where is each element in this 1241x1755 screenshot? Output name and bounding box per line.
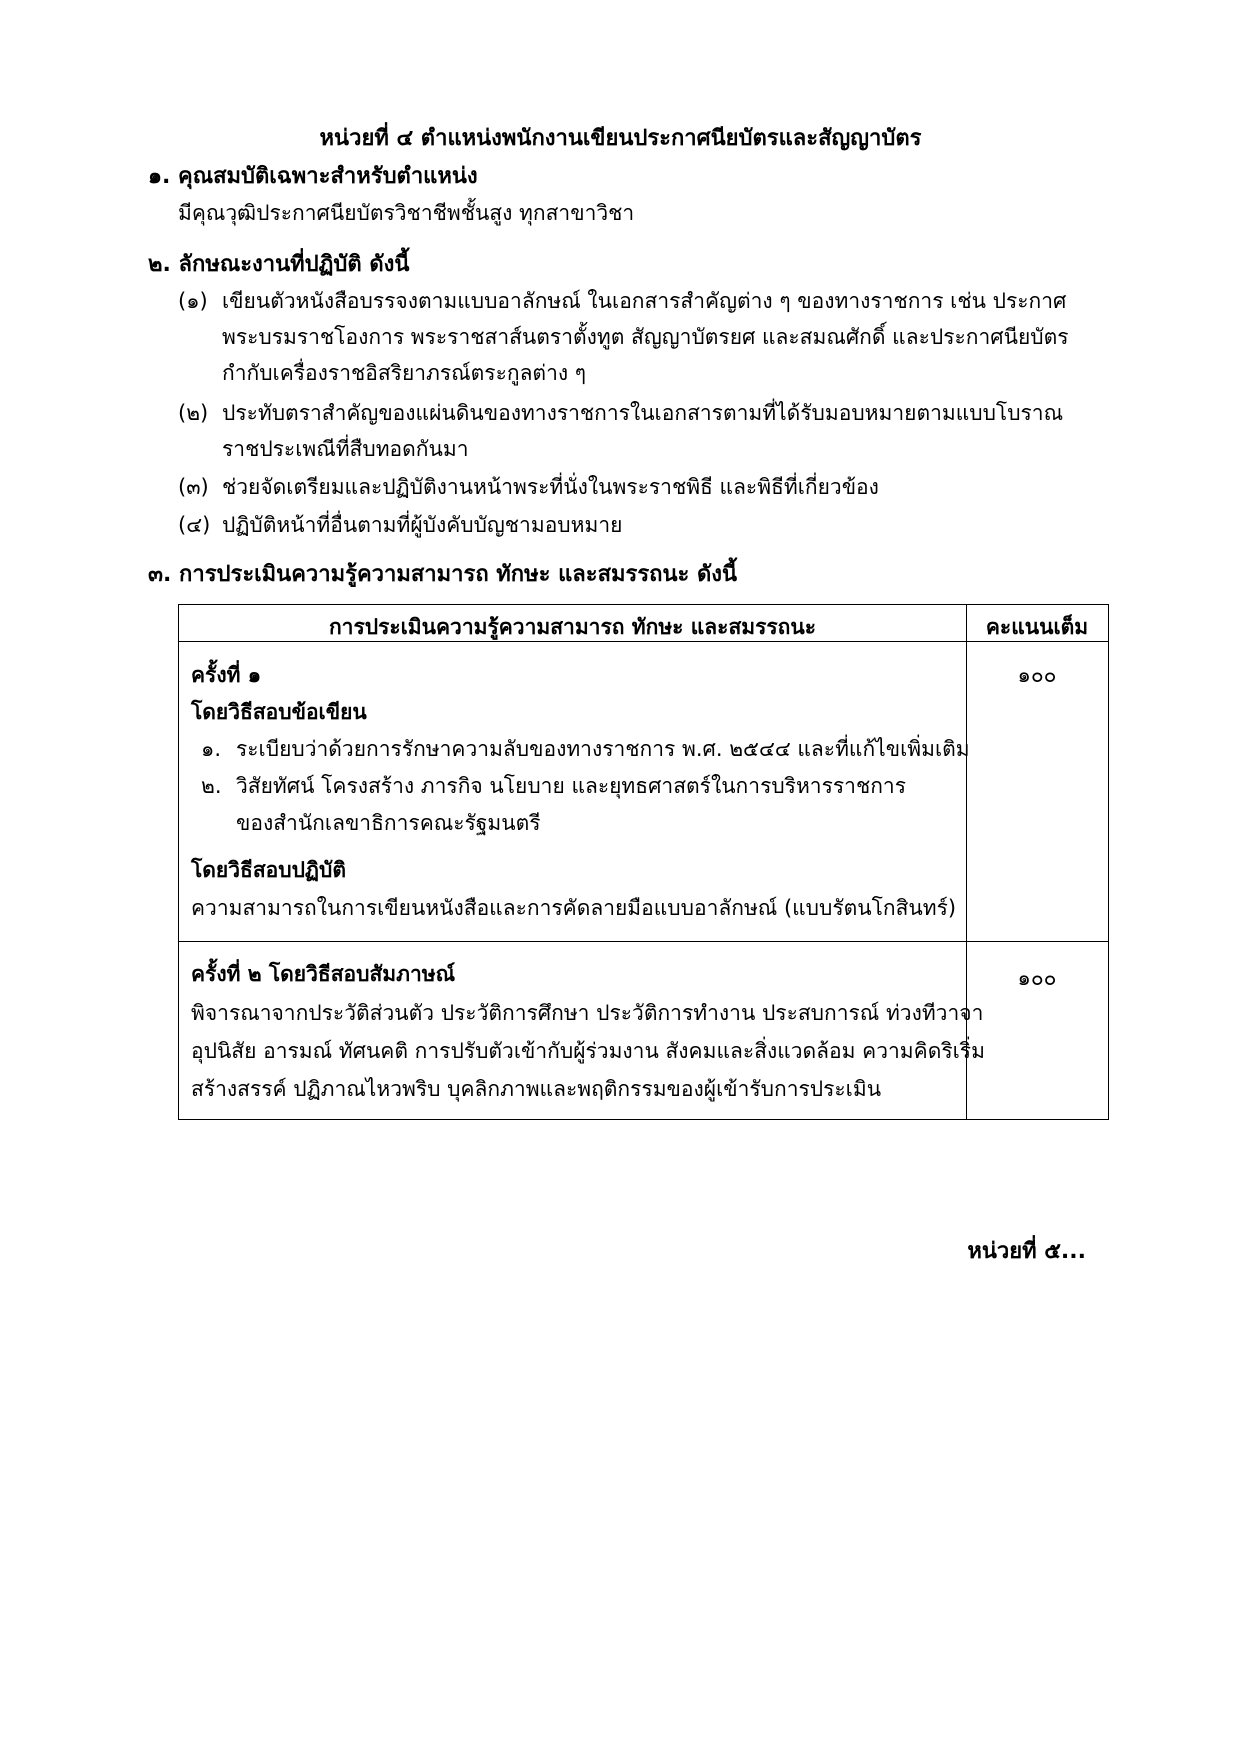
written-item-number: ๑. [201,737,222,761]
duty-item-line: เขียนตัวหนังสือบรรจงตามแบบอาลักษณ์ ในเอกสารสำคัญต่าง ๆ ของทางราชการ เช่น ประกาศ [222,289,1067,313]
written-item-line: ระเบียบว่าด้วยการรักษาความลับของทางราชการ พ.ศ. ๒๕๔๔ และที่แก้ไขเพิ่มเติม [236,737,970,761]
assessment-table [178,604,1109,1120]
table-row-divider [179,941,1108,942]
duty-item-number: (๒) [178,401,209,425]
written-item-line: วิสัยทัศน์ โครงสร้าง ภารกิจ นโยบาย และยุทธศาสตร์ในการบริหารราชการ [236,774,906,798]
next-unit-marker: หน่วยที่ ๕... [967,1239,1086,1264]
round-1-score: ๑๐๐ [1017,663,1057,687]
duty-item-number: (๓) [178,475,209,499]
duty-item-number: (๑) [178,289,208,313]
duty-item-line: ราชประเพณีที่สืบทอดกันมา [222,437,469,461]
round-2-score: ๑๐๐ [1017,966,1057,990]
duty-item-line: ปฏิบัติหน้าที่อื่นตามที่ผู้บังคับบัญชามอบหมาย [222,513,623,537]
duty-item-line: พระบรมราชโองการ พระราชสาส์นตราตั้งทูต สัญญาบัตรยศ และสมณศักดิ์ และประกาศนียบัตร [222,325,1069,349]
interview-criteria-line: พิจารณาจากประวัติส่วนตัว ประวัติการศึกษา ประวัติการทำงาน ประสบการณ์ ท่วงทีวาจา [191,1001,984,1025]
written-item-number: ๒. [201,774,222,798]
duty-item-number: (๔) [178,513,211,537]
section-1-heading: ๑. คุณสมบัติเฉพาะสำหรับตำแหน่ง [148,164,478,189]
table-header-full-score: คะแนนเต็ม [985,615,1089,639]
section-3-heading: ๓. การประเมินความรู้ความสามารถ ทักษะ และสมรรถนะ ดังนี้ [148,562,738,587]
written-item-line: ของสำนักเลขาธิการคณะรัฐมนตรี [236,811,541,835]
page-title: หน่วยที่ ๔ ตำแหน่งพนักงานเขียนประกาศนียบัตรและสัญญาบัตร [319,126,922,151]
round-2-title: ครั้งที่ ๒ โดยวิธีสอบสัมภาษณ์ [191,962,456,986]
table-header-criteria: การประเมินความรู้ความสามารถ ทักษะ และสมรรถนะ [328,615,817,639]
duty-item-line: ช่วยจัดเตรียมและปฏิบัติงานหน้าพระที่นั่งในพระราชพิธี และพิธีที่เกี่ยวข้อง [222,475,879,499]
duty-item-line: ประทับตราสำคัญของแผ่นดินของทางราชการในเอกสารตามที่ได้รับมอบหมายตามแบบโบราณ [222,401,1064,425]
practical-exam-heading: โดยวิธีสอบปฏิบัติ [191,858,346,882]
section-1-text: มีคุณวุฒิประกาศนียบัตรวิชาชีพชั้นสูง ทุกสาขาวิชา [178,201,635,225]
section-2-heading: ๒. ลักษณะงานที่ปฏิบัติ ดังนี้ [148,252,410,277]
duty-item-line: กำกับเครื่องราชอิสริยาภรณ์ตระกูลต่าง ๆ [222,361,587,385]
interview-criteria-line: สร้างสรรค์ ปฏิภาณไหวพริบ บุคลิกภาพและพฤติกรรมของผู้เข้ารับการประเมิน [191,1077,882,1101]
interview-criteria-line: อุปนิสัย อารมณ์ ทัศนคติ การปรับตัวเข้ากับผู้ร่วมงาน สังคมและสิ่งแวดล้อม ความคิดริเริ่ม [191,1039,985,1063]
written-exam-heading: โดยวิธีสอบข้อเขียน [191,700,367,724]
round-1-title: ครั้งที่ ๑ [191,663,262,687]
practical-exam-text: ความสามารถในการเขียนหนังสือและการคัดลายมือแบบอาลักษณ์ (แบบรัตนโกสินทร์) [191,896,957,920]
